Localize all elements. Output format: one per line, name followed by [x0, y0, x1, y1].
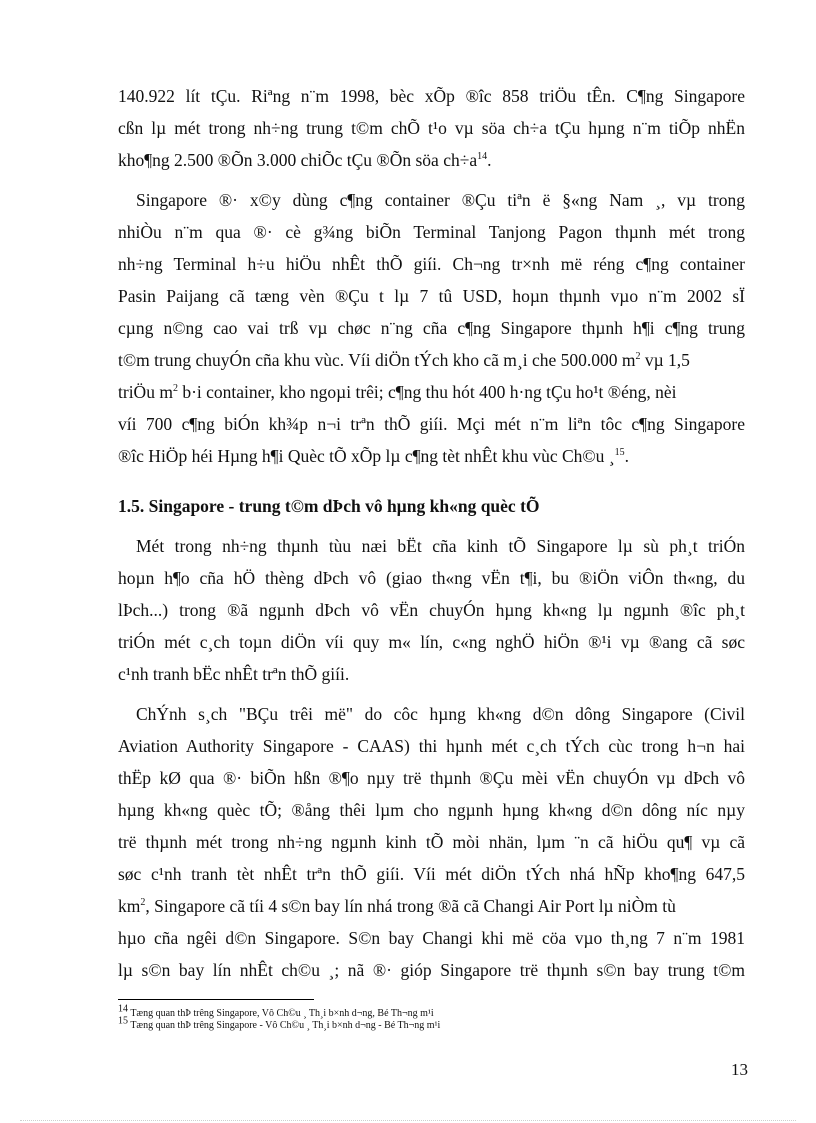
- text-line: Pasin Paijang cã tæng vèn ®Çu t lµ 7 tû USD, hoµn thµnh vµo n¨m 2002 sÏ: [118, 286, 745, 306]
- text-line: t©m trung chuyÓn cña khu vùc. Víi diÖn tÝch kho cã m¸i che 500.000 $m^2$ vµ 1,5: [118, 350, 690, 370]
- paragraph-3: [118, 530, 745, 690]
- footnote-15: $^{15}$ Tæng quan thÞ trêng Singapore - Vô Ch©u ¸ Th¸i b×nh d¬ng - Bé Th¬ng m¹i: [118, 1015, 441, 1031]
- text-line: hµng kh«ng quèc tÕ; ®ång thêi lµm cho ngµnh hµng kh«ng d©n dông níc nµy: [118, 800, 745, 820]
- page-bottom-border: [20, 1120, 796, 1121]
- text-line: hoµn h¶o cña hÖ thèng dÞch vô (giao th«ng vËn t¶i, bu ®iÖn viÔn th«ng, du: [118, 568, 745, 588]
- paragraph-4: [118, 698, 745, 986]
- paragraph-2: [118, 184, 745, 472]
- text-line: cßn lµ mét trong nh÷ng trung t©m chÕ t¹o vµ söa ch÷a tÇu hµng n¨m tiÕp nhËn: [118, 118, 745, 138]
- footnote-separator: [118, 999, 314, 1000]
- text-line: triÖu $m^2$ b·i container, kho ngoµi trêi; c¶ng thu hót 400 h·ng tÇu ho¹t ®éng, nèi: [118, 382, 677, 402]
- text-line: nhiÒu n¨m qua ®· cè g¾ng biÕn Terminal Tanjong Pagon thµnh mét trong: [118, 222, 745, 242]
- text-line: Mét trong nh÷ng thµnh tùu næi bËt cña kinh tÕ Singapore lµ sù ph¸t triÓn: [136, 536, 745, 556]
- footnote-ref: 15: [614, 447, 625, 459]
- text-line: $km^2$, Singapore cã tíi 4 s©n bay lín nhá trong ®ã cã Changi Air Port lµ niÒm tù: [118, 896, 676, 916]
- footnotes: [118, 1003, 745, 1032]
- paragraph-1: [118, 80, 745, 176]
- text-line: 140.922 lít tÇu. Riªng n¨m 1998, bèc xÕp ®îc 858 triÖu tÊn. C¶ng Singapore: [118, 86, 745, 106]
- text-line: cµng n©ng cao vai trß vµ chøc n¨ng cña c¶ng Singapore thµnh h¶i c¶ng trung: [118, 318, 745, 338]
- text-line: thËp kØ qua ®· biÕn hßn ®¶o nµy trë thµnh ®Çu mèi vËn chuyÓn vµ dÞch vô: [118, 768, 745, 788]
- text-line: Aviation Authority Singapore - CAAS) thi hµnh mét c¸ch tÝch cùc trong h¬n hai: [118, 736, 745, 756]
- footnote-14: $^{14}$ Tæng quan thÞ trêng Singapore, Vô Ch©u ¸ Th¸i b×nh d¬ng, Bé Th¬ng m¹i: [118, 1003, 434, 1019]
- text-line: trë thµnh mét trong nh÷ng ngµnh kinh tÕ mòi nhän, lµm ¨n cã hiÖu qu¶ vµ cã: [118, 832, 745, 852]
- text-line: ®îc HiÖp héi Hµng h¶i Quèc tÕ xÕp lµ c¶ng tèt nhÊt khu vùc Ch©u ¸$^{15}$.: [118, 446, 630, 466]
- text-line: víi 700 c¶ng biÓn kh¾p n¬i trªn thÕ giíi. Mçi mét n¨m liªn tôc c¶ng Singapore: [118, 414, 745, 434]
- text-line: hµo cña ngêi d©n Singapore. S©n bay Changi khi më cöa vµo th¸ng 7 n¨m 1981: [118, 928, 745, 948]
- text-line: ChÝnh s¸ch "BÇu trêi më" do côc hµng kh«ng d©n dông Singapore (Civil: [136, 704, 745, 724]
- footnote-ref: 14: [477, 151, 488, 163]
- text-line: søc c¹nh tranh tèt nhÊt trªn thÕ giíi. Víi mét diÖn tÝch nhá hÑp kho¶ng 647,5: [118, 864, 745, 884]
- text-line: c¹nh tranh bËc nhÊt trªn thÕ giíi.: [118, 664, 350, 684]
- text-line: kho¶ng 2.500 ®Õn 3.000 chiÕc tÇu ®Õn söa $ch\div a^{14}$.: [118, 150, 492, 170]
- text-line: lÞch...) trong ®ã ngµnh dÞch vô vËn chuyÓn hµng kh«ng lµ ngµnh ®îc ph¸t: [118, 600, 745, 620]
- text-line: Singapore ®· x©y dùng c¶ng container ®Çu tiªn ë §«ng Nam ¸, vµ trong: [136, 190, 745, 210]
- section-heading: 1.5. Singapore - trung t©m dÞch vô hµng kh«ng quèc tÕ: [118, 496, 540, 516]
- text-line: nh÷ng Terminal h÷u hiÖu nhÊt thÕ giíi. Ch¬ng tr×nh më réng c¶ng container: [118, 254, 745, 274]
- page-number: 13: [731, 1060, 748, 1079]
- text-line: triÓn mét c¸ch toµn diÖn víi quy m« lín, c«ng nghÖ hiÖn ®¹i vµ ®ang cã søc: [118, 632, 745, 652]
- text-line: lµ s©n bay lín nhÊt ch©u ¸; nã ®· gióp Singapore trë thµnh s©n bay trung t©m: [118, 960, 745, 980]
